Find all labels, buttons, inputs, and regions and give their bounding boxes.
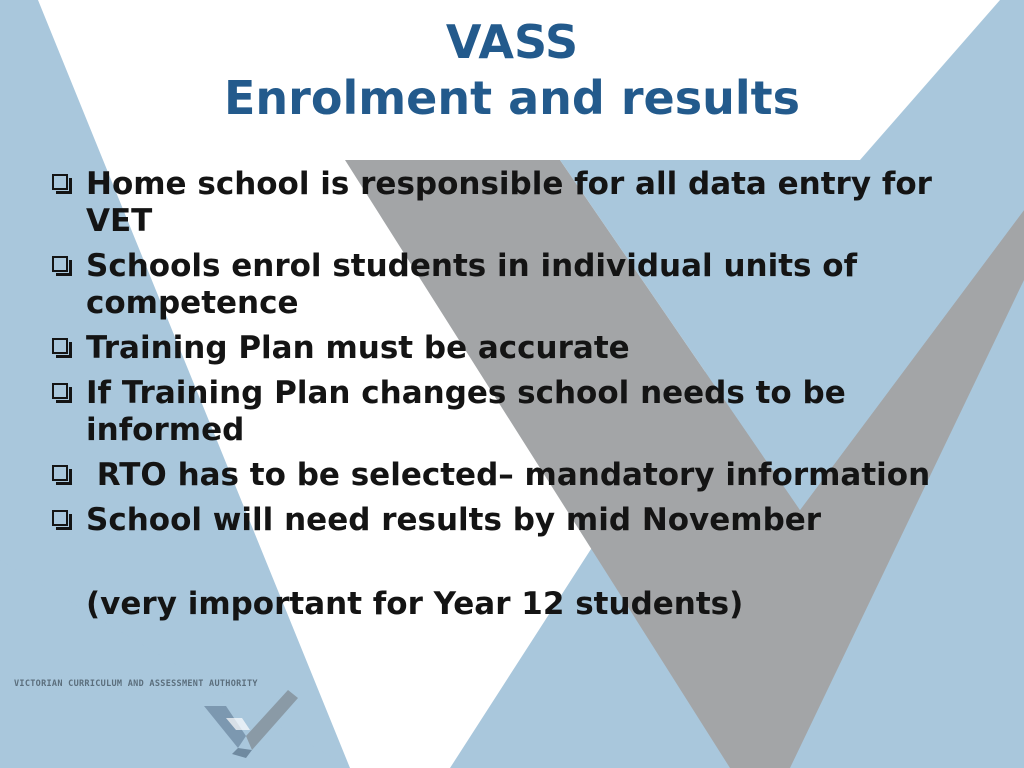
checkbox-bullet-icon bbox=[52, 465, 68, 481]
bullet-item bbox=[46, 166, 966, 240]
bullet-text: Training Plan must be accurate bbox=[86, 330, 630, 366]
slide-title bbox=[0, 14, 1024, 126]
bullet-item bbox=[46, 502, 966, 539]
checkbox-bullet-icon bbox=[52, 383, 68, 399]
organization-name: VICTORIAN CURRICULUM AND ASSESSMENT AUTHORITY bbox=[14, 679, 258, 689]
bullet-text: School will need results by mid November bbox=[86, 502, 822, 538]
checkbox-bullet-icon bbox=[52, 510, 68, 526]
bullet-text: Home school is responsible for all data entry for VET bbox=[86, 166, 932, 239]
bullet-continuation: (very important for Year 12 students) bbox=[86, 586, 744, 622]
bullet-text: If Training Plan changes school needs to be informed bbox=[86, 375, 846, 448]
bullet-item bbox=[46, 330, 966, 367]
bullet-text: RTO has to be selected– mandatory information bbox=[86, 457, 931, 493]
vcaa-logo-icon bbox=[196, 688, 306, 758]
bullet-item bbox=[46, 375, 966, 449]
title-line-2: Enrolment and results bbox=[224, 71, 800, 125]
bullet-item bbox=[46, 457, 966, 494]
checkbox-bullet-icon bbox=[52, 174, 68, 190]
bullet-text: Schools enrol students in individual units of competence bbox=[86, 248, 858, 321]
checkbox-bullet-icon bbox=[52, 338, 68, 354]
checkbox-bullet-icon bbox=[52, 256, 68, 272]
bullet-list bbox=[46, 166, 966, 547]
bullet-item bbox=[46, 248, 966, 322]
title-line-1: VASS bbox=[445, 15, 579, 69]
